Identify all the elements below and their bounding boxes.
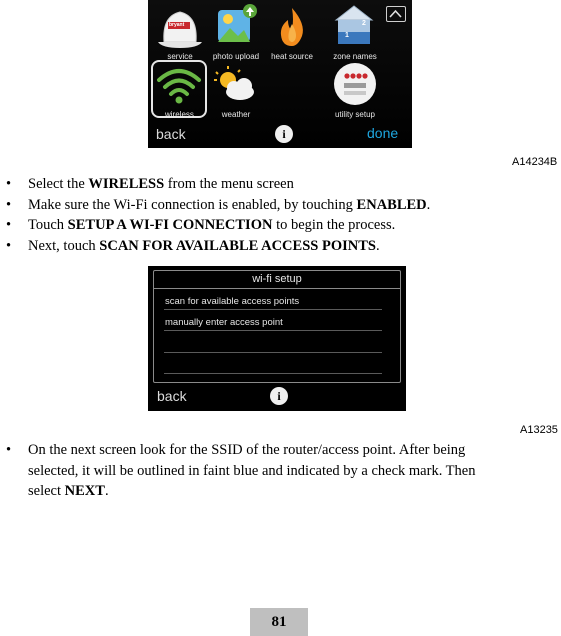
bullet-bold: NEXT bbox=[64, 483, 105, 499]
tile-label-heat-source: heat source bbox=[271, 52, 313, 61]
wifi-setup-screen bbox=[148, 266, 406, 411]
row-divider bbox=[164, 330, 382, 331]
tile-label-utility-setup: utility setup bbox=[334, 110, 376, 119]
zone-number-1: 1 bbox=[345, 32, 349, 39]
scan-access-points-option[interactable]: scan for available access points bbox=[165, 296, 300, 307]
title-divider bbox=[154, 288, 400, 289]
photo-upload-tile[interactable] bbox=[208, 0, 264, 62]
utility-meter-icon bbox=[320, 62, 390, 108]
bullet-text: Next, touch bbox=[28, 237, 100, 254]
row-divider bbox=[164, 309, 382, 310]
bullet-text: to begin the process. bbox=[272, 217, 396, 233]
bullet-dot: • bbox=[6, 237, 12, 254]
bullet-bold: ENABLED bbox=[356, 196, 427, 213]
bullet-text: from the menu screen bbox=[164, 176, 294, 192]
bullet-bold: SCAN FOR AVAILABLE ACCESS POINTS bbox=[99, 237, 376, 254]
weather-tile[interactable] bbox=[208, 60, 264, 118]
list-item bbox=[6, 236, 546, 257]
info-button[interactable]: i bbox=[275, 125, 293, 143]
house-zones-icon bbox=[320, 2, 390, 52]
figure-code: A14234B bbox=[512, 156, 558, 168]
bullet-bold: SETUP A WI-FI CONNECTION bbox=[67, 217, 273, 233]
tile-label-zone-names: zone names bbox=[333, 52, 377, 61]
thermostat-menu-screen bbox=[148, 0, 412, 148]
bullet-text: Make sure the Wi-Fi connection is enabled, by touching bbox=[28, 196, 357, 213]
instruction-list bbox=[6, 440, 546, 502]
bullet-text: . bbox=[426, 196, 431, 213]
tile-label-wireless: wireless bbox=[165, 110, 194, 119]
back-button[interactable]: back bbox=[157, 388, 187, 404]
screen-title: wi-fi setup bbox=[252, 273, 302, 285]
page-number: 81 bbox=[250, 608, 308, 636]
row-divider bbox=[164, 352, 382, 353]
row-divider bbox=[164, 373, 382, 374]
cap-brand-text: bryant bbox=[169, 22, 185, 28]
list-item bbox=[6, 440, 546, 502]
photo-upload-icon bbox=[208, 2, 264, 52]
manual-access-point-option[interactable]: manually enter access point bbox=[165, 317, 283, 328]
wireless-tile[interactable] bbox=[151, 60, 207, 118]
heat-source-tile[interactable] bbox=[264, 0, 320, 62]
zone-names-tile[interactable] bbox=[320, 0, 390, 62]
figure-code: A13235 bbox=[520, 424, 558, 436]
info-button[interactable]: i bbox=[270, 387, 288, 405]
bullet-bold: WIRELESS bbox=[88, 176, 165, 192]
list-item bbox=[6, 174, 546, 195]
bullet-text: . bbox=[375, 237, 380, 254]
list-item bbox=[6, 215, 546, 236]
zone-number-2: 2 bbox=[362, 20, 366, 27]
tile-label-weather: weather bbox=[221, 110, 251, 119]
bullet-text: selected, it will be outlined in faint blue and indicated by a check mark. Then bbox=[28, 462, 476, 479]
bullet-text: . bbox=[104, 483, 109, 499]
utility-setup-tile[interactable] bbox=[320, 60, 390, 118]
bullet-dot: • bbox=[6, 176, 12, 192]
instruction-list bbox=[6, 174, 546, 256]
tile-label-service: service bbox=[167, 52, 193, 61]
service-tile[interactable] bbox=[150, 0, 210, 62]
bullet-dot: • bbox=[6, 217, 12, 233]
list-item bbox=[6, 195, 546, 216]
flame-icon bbox=[264, 2, 320, 52]
bullet-dot: • bbox=[6, 196, 12, 213]
bullet-text: On the next screen look for the SSID of the router/access point. After being bbox=[28, 442, 466, 458]
wifi-icon bbox=[151, 62, 207, 108]
weather-icon bbox=[208, 62, 264, 108]
chevron-up-icon bbox=[387, 7, 404, 20]
done-button[interactable]: done bbox=[367, 125, 399, 141]
wifi-setup-panel bbox=[153, 270, 401, 383]
scroll-up-button[interactable] bbox=[386, 6, 406, 22]
back-button[interactable]: back bbox=[156, 126, 186, 142]
bullet-text: Touch bbox=[28, 217, 68, 233]
bullet-dot: • bbox=[6, 442, 12, 458]
bullet-text: Select the bbox=[28, 176, 89, 192]
tile-label-photo-upload: photo upload bbox=[212, 52, 260, 61]
bullet-text: select bbox=[28, 483, 65, 499]
